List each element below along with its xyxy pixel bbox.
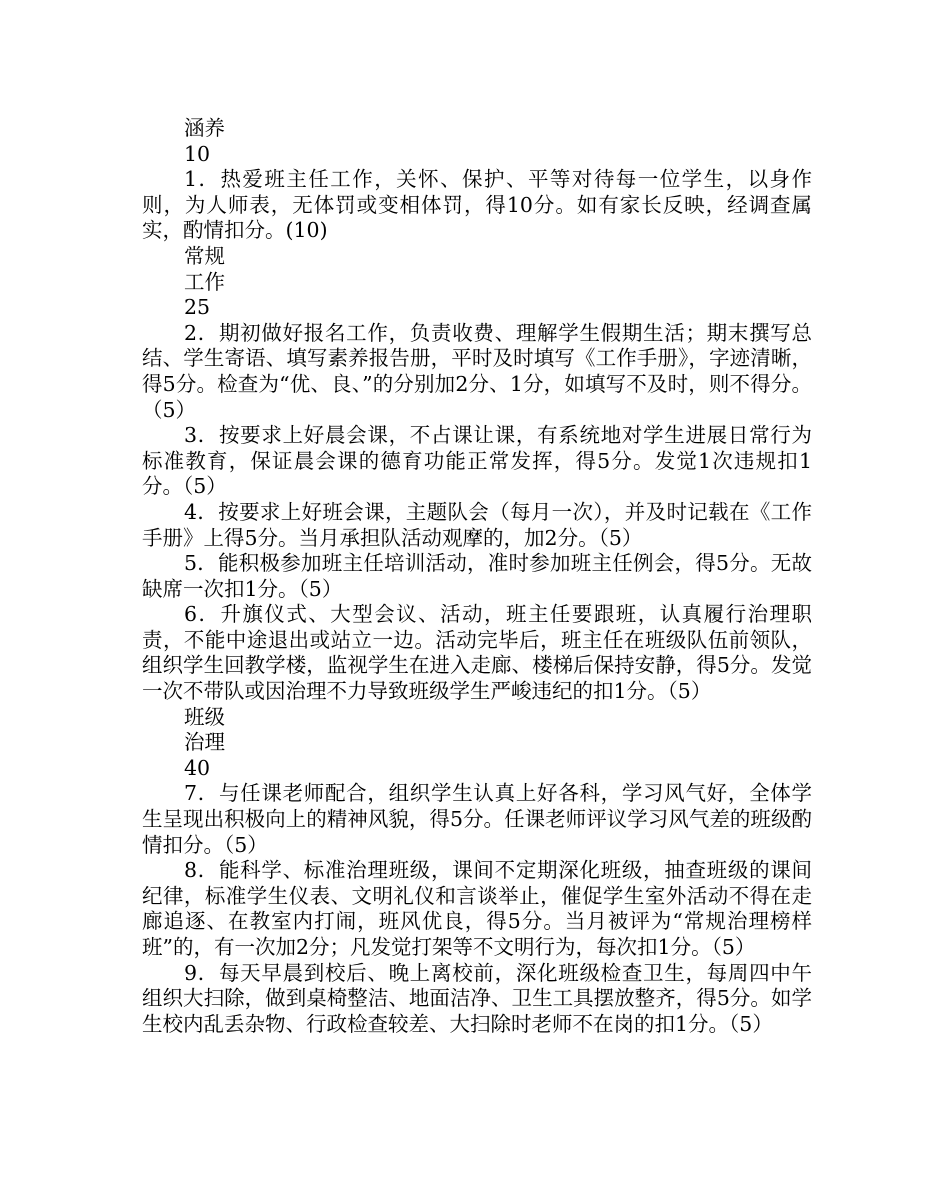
category-score-routine: 25 [184, 295, 211, 320]
category-label-routine-1: 常规 [184, 243, 225, 268]
criterion-item-9: 9．每天早晨到校后、晚上离校前，深化班级检查卫生，每周四中午组织大扫除，做到桌椅整洁、地面洁净、卫生工具摆放整齐，得5分。如学生校内乱丢杂物、行政检查较差、大扫除时老师不在岗的扣1分。（5） [142, 960, 812, 1036]
criterion-item-6: 6．升旗仪式、大型会议、活动，班主任要跟班，认真履行治理职责，不能中途退出或站立一边。活动完毕后，班主任在班级队伍前领队，组织学生回教学楼，监视学生在进入走廊、楼梯后保持安静，得5分。发觉一次不带队或因治理不力导致班级学生严峻违纪的扣1分。（5） [142, 602, 812, 704]
criterion-item-5: 5．能积极参加班主任培训活动，准时参加班主任例会，得5分。无故缺席一次扣1分。（5） [142, 551, 812, 601]
criterion-item-4: 4．按要求上好班会课，主题队会（每月一次），并及时记载在《工作手册》上得5分。当月承担队活动观摩的，加2分。（5） [142, 499, 812, 550]
criterion-item-2: 2．期初做好报名工作，负责收费、理解学生假期生活；期末撰写总结、学生寄语、填写素养报告册，平时及时填写《工作手册》，字迹清晰，得5分。检查为“优、良、”的分别加2分、1分，如填写不及时，则不得分。（5） [142, 320, 812, 422]
category-label-class-1: 班级 [184, 704, 225, 729]
category-score-cultivation: 10 [184, 141, 211, 166]
criterion-item-7: 7．与任课老师配合，组织学生认真上好各科，学习风气好，全体学生呈现出积极向上的精神风貌，得5分。任课老师评议学习风气差的班级酌情扣分。（5） [142, 781, 812, 857]
criterion-item-1: 1．热爱班主任工作，关怀、保护、平等对待每一位学生，以身作则，为人师表，无体罚或变相体罚，得10分。如有家长反映，经调查属实，酌情扣分。(10) [142, 167, 812, 243]
category-label-routine-2: 工作 [184, 269, 225, 294]
document-body [142, 116, 812, 1037]
category-score-class: 40 [184, 755, 211, 780]
criterion-item-8: 8．能科学、标准治理班级，课间不定期深化班级，抽查班级的课间纪律，标准学生仪表、文明礼仪和言谈举止，催促学生室外活动不得在走廊追逐、在教室内打闹，班风优良，得5分。当月被评为“常规治理榜样班”的，有一次加2分；凡发觉打架等不文明行为，每次扣1分。（5） [142, 858, 812, 959]
criterion-item-3: 3．按要求上好晨会课，不占课让课，有系统地对学生进展日常行为标准教育，保证晨会课的德育功能正常发挥，得5分。发觉1次违规扣1分。（5） [142, 423, 812, 499]
category-label-cultivation: 涵养 [184, 116, 225, 140]
category-label-class-2: 治理 [184, 730, 225, 755]
